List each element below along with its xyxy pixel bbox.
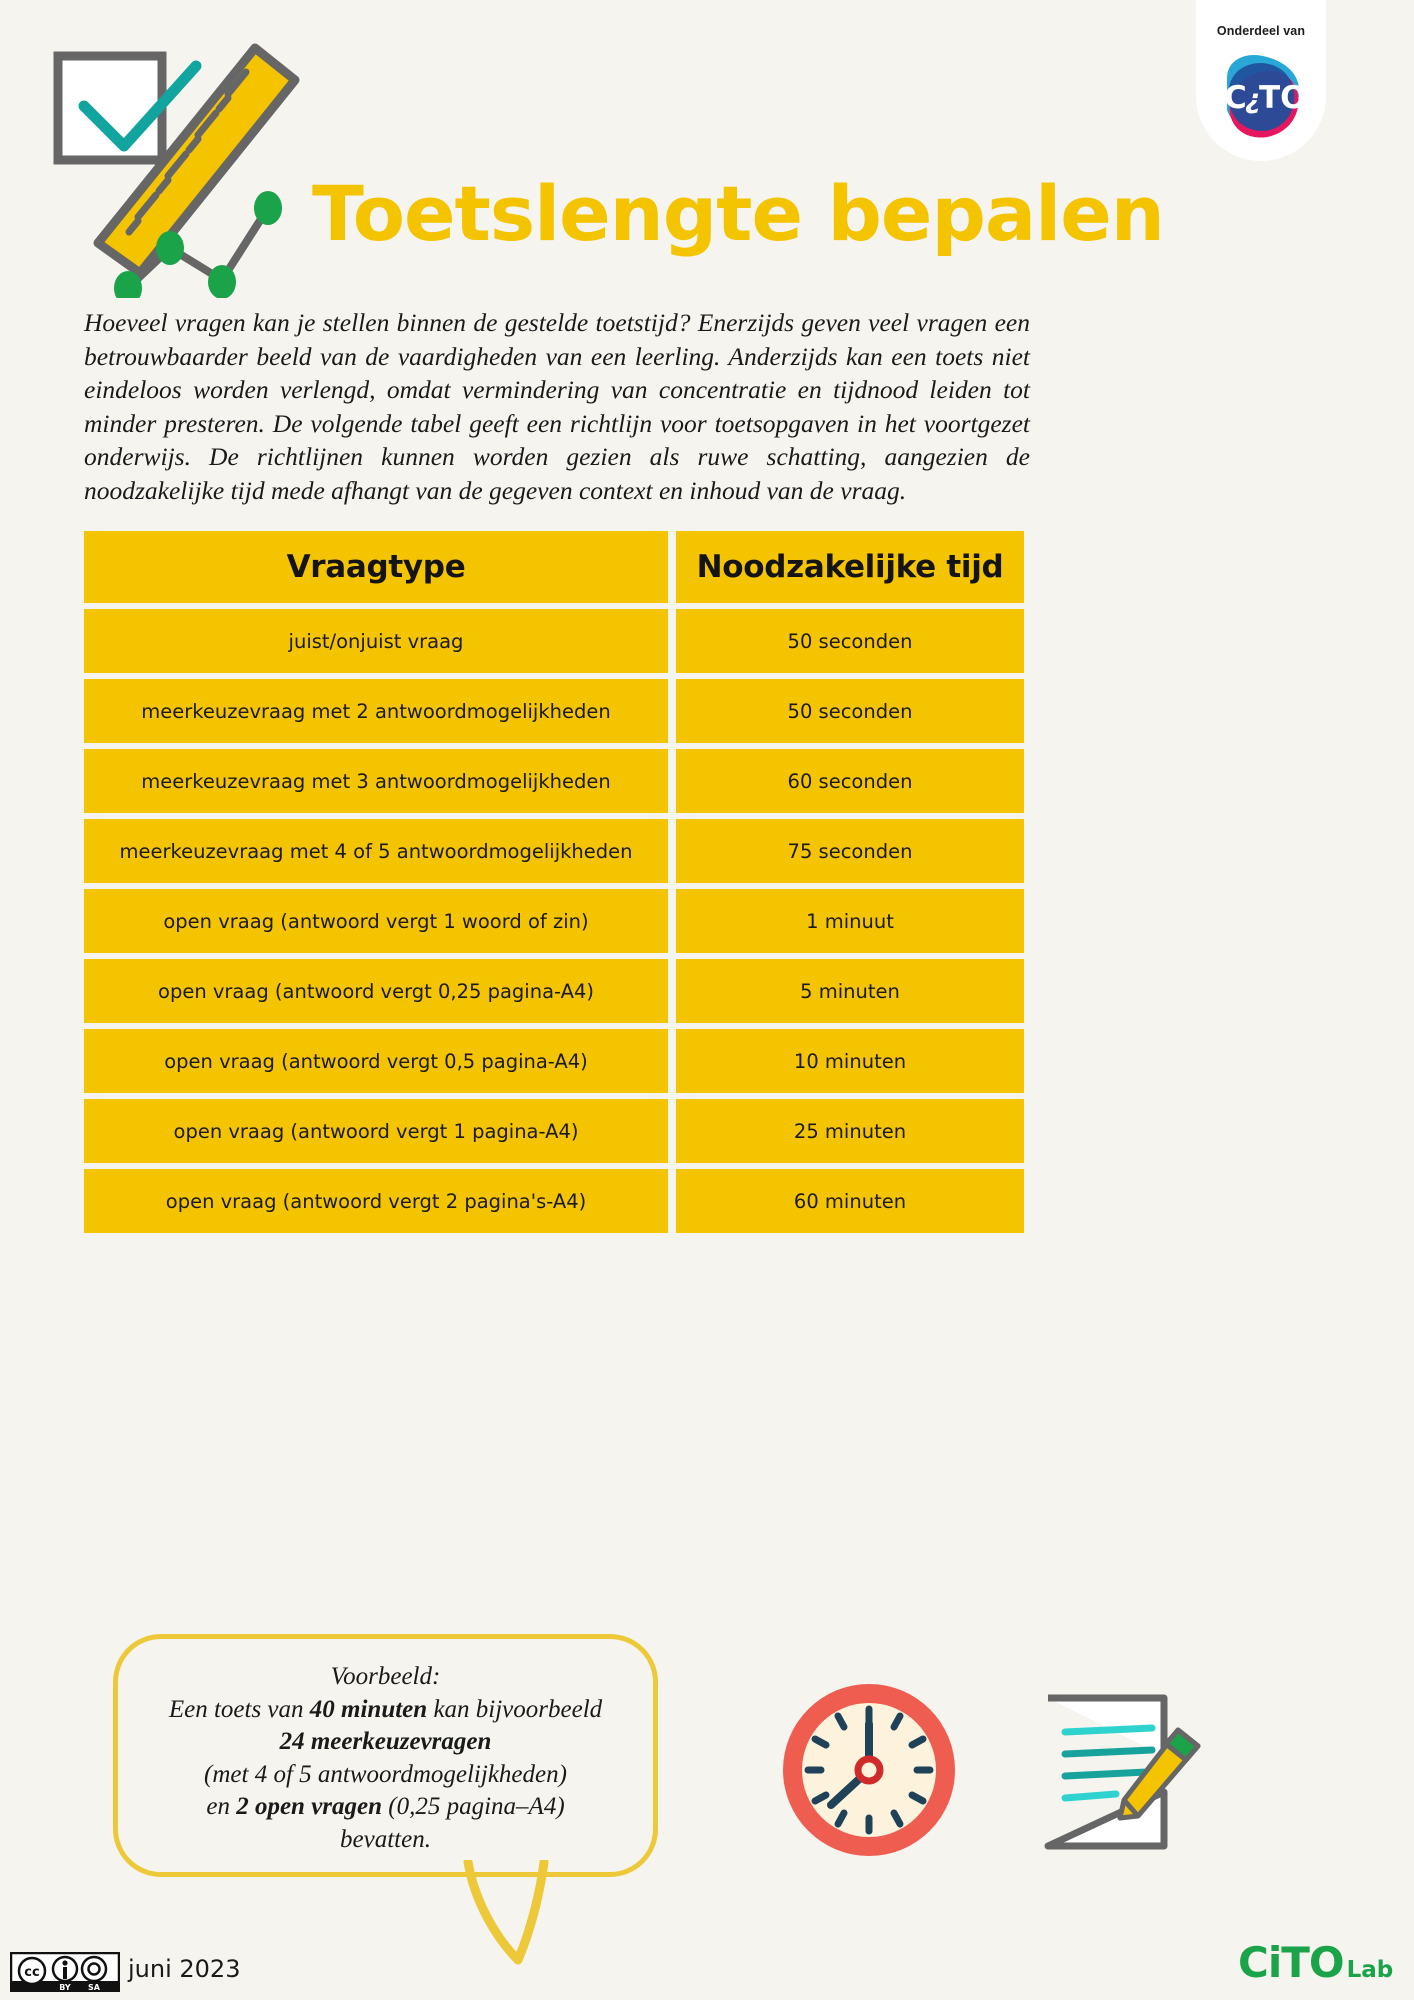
page-title: Toetslengte bepalen [312, 169, 1164, 258]
table-cell-time [676, 959, 1024, 1023]
cell-text: open vraag (antwoord vergt 2 pagina's-A4) [165, 1189, 587, 1213]
creative-commons-badge [10, 1952, 120, 1992]
example-label: Voorbeeld: [330, 1663, 441, 1690]
cc-by-label: BY [59, 1983, 71, 1992]
table-row [84, 889, 1024, 953]
table-row [84, 1029, 1024, 1093]
table-header-row [84, 531, 1024, 603]
cell-text: meerkeuzevraag met 3 antwoordmogelijkheden [141, 769, 611, 793]
cell-text: open vraag (antwoord vergt 0,25 pagina-A4) [158, 979, 594, 1003]
example-line-1 [118, 1694, 653, 1727]
example-line-4 [118, 1791, 653, 1824]
table-header-cell-tijd [676, 531, 1024, 603]
table-cell-time [676, 679, 1024, 743]
line4-post: (0,25 pagina–A4) [382, 1793, 565, 1820]
callout-tail [460, 1860, 580, 1970]
badge-caption: Onderdeel van [1216, 24, 1306, 38]
table-cell-type [84, 1169, 668, 1233]
svg-text:cc: cc [24, 1965, 40, 1980]
table-cell-type [84, 1029, 668, 1093]
table-cell-type [84, 679, 668, 743]
citolab-logo-sub: Lab [1346, 1957, 1394, 1983]
table-cell-time [676, 1099, 1024, 1163]
guideline-table [84, 531, 1024, 1239]
table-row [84, 1099, 1024, 1163]
line4-pre: en [206, 1793, 237, 1820]
cell-text: 50 seconden [787, 629, 913, 653]
table-row [84, 749, 1024, 813]
cito-logo-icon [1215, 48, 1307, 144]
cell-text: meerkeuzevraag met 2 antwoordmogelijkheden [141, 699, 611, 723]
line2-bold: 24 meerkeuzevragen [279, 1728, 492, 1755]
svg-text:TO: TO [1259, 80, 1307, 116]
table-header-label: Vraagtype [286, 549, 466, 585]
publication-date: juni 2023 [128, 1955, 241, 1983]
cell-text: 10 minuten [793, 1049, 907, 1073]
table-cell-time [676, 889, 1024, 953]
table-row [84, 609, 1024, 673]
line1-post: kan bijvoorbeeld [427, 1695, 603, 1723]
cell-text: juist/onjuist vraag [288, 629, 464, 653]
line1-bold: 40 minuten [309, 1695, 428, 1723]
table-cell-type [84, 819, 668, 883]
hero-illustration [40, 28, 340, 298]
table-cell-time [676, 1169, 1024, 1233]
example-text [118, 1661, 653, 1856]
cc-sa-label: SA [88, 1983, 100, 1992]
cell-text: meerkeuzevraag met 4 of 5 antwoordmogelijkheden [119, 839, 633, 863]
table-row [84, 959, 1024, 1023]
line1-pre: Een toets van [168, 1695, 310, 1723]
table-cell-type [84, 889, 668, 953]
cell-text: 60 minuten [793, 1189, 907, 1213]
cell-text: 1 minuut [806, 909, 894, 933]
table-header-cell-vraagtype [84, 531, 668, 603]
line4-bold: 2 open vragen [236, 1793, 383, 1820]
cell-text: open vraag (antwoord vergt 0,5 pagina-A4) [164, 1049, 588, 1073]
table-cell-type [84, 959, 668, 1023]
example-line-2 [118, 1726, 653, 1759]
cell-text: open vraag (antwoord vergt 1 pagina-A4) [173, 1119, 579, 1143]
citolab-logo [1238, 1938, 1393, 1987]
table-cell-time [676, 749, 1024, 813]
example-line-5: bevatten. [340, 1825, 431, 1853]
cell-text: open vraag (antwoord vergt 1 woord of zin) [163, 909, 589, 933]
table-cell-type [84, 1099, 668, 1163]
cito-badge [1196, 0, 1326, 161]
table-cell-time [676, 609, 1024, 673]
table-header-label: Noodzakelijke tijd [696, 549, 1004, 585]
svg-text:¿: ¿ [1245, 84, 1261, 115]
svg-text:C: C [1224, 80, 1247, 116]
table-body [84, 609, 1024, 1233]
table-cell-type [84, 749, 668, 813]
cell-text: 75 seconden [787, 839, 913, 863]
example-callout [113, 1634, 658, 1877]
intro-paragraph: Hoeveel vragen kan je stellen binnen de gestelde toetstijd? Enerzijds geven veel vragen een betrouwbaarder beeld van de vaardigheden van een leerling. Anderzijds kan een toets niet eindeloos worden verlengd, omdat vermindering van concentratie en tijdnood leiden tot minder presteren. De volgende tabel geeft een richtlijn voor toetsopgaven in het voortgezet onderwijs. De richtlijnen kunnen worden gezien als ruwe schatting, aangezien de noodzakelijke tijd mede afhangt van de gegeven context en inhoud van de vraag. [84, 308, 1030, 505]
citolab-logo-main: CiTO [1238, 1938, 1344, 1987]
table-row [84, 819, 1024, 883]
table-cell-time [676, 819, 1024, 883]
cell-text: 25 minuten [793, 1119, 907, 1143]
clock-icon [778, 1679, 960, 1861]
cell-text: 5 minuten [800, 979, 900, 1003]
document-pencil-icon [1028, 1684, 1203, 1859]
cell-text: 50 seconden [787, 699, 913, 723]
example-line-3: (met 4 of 5 antwoordmogelijkheden) [204, 1760, 567, 1788]
table-cell-type [84, 609, 668, 673]
table-row [84, 679, 1024, 743]
table-cell-time [676, 1029, 1024, 1093]
cell-text: 60 seconden [787, 769, 913, 793]
table-row [84, 1169, 1024, 1233]
